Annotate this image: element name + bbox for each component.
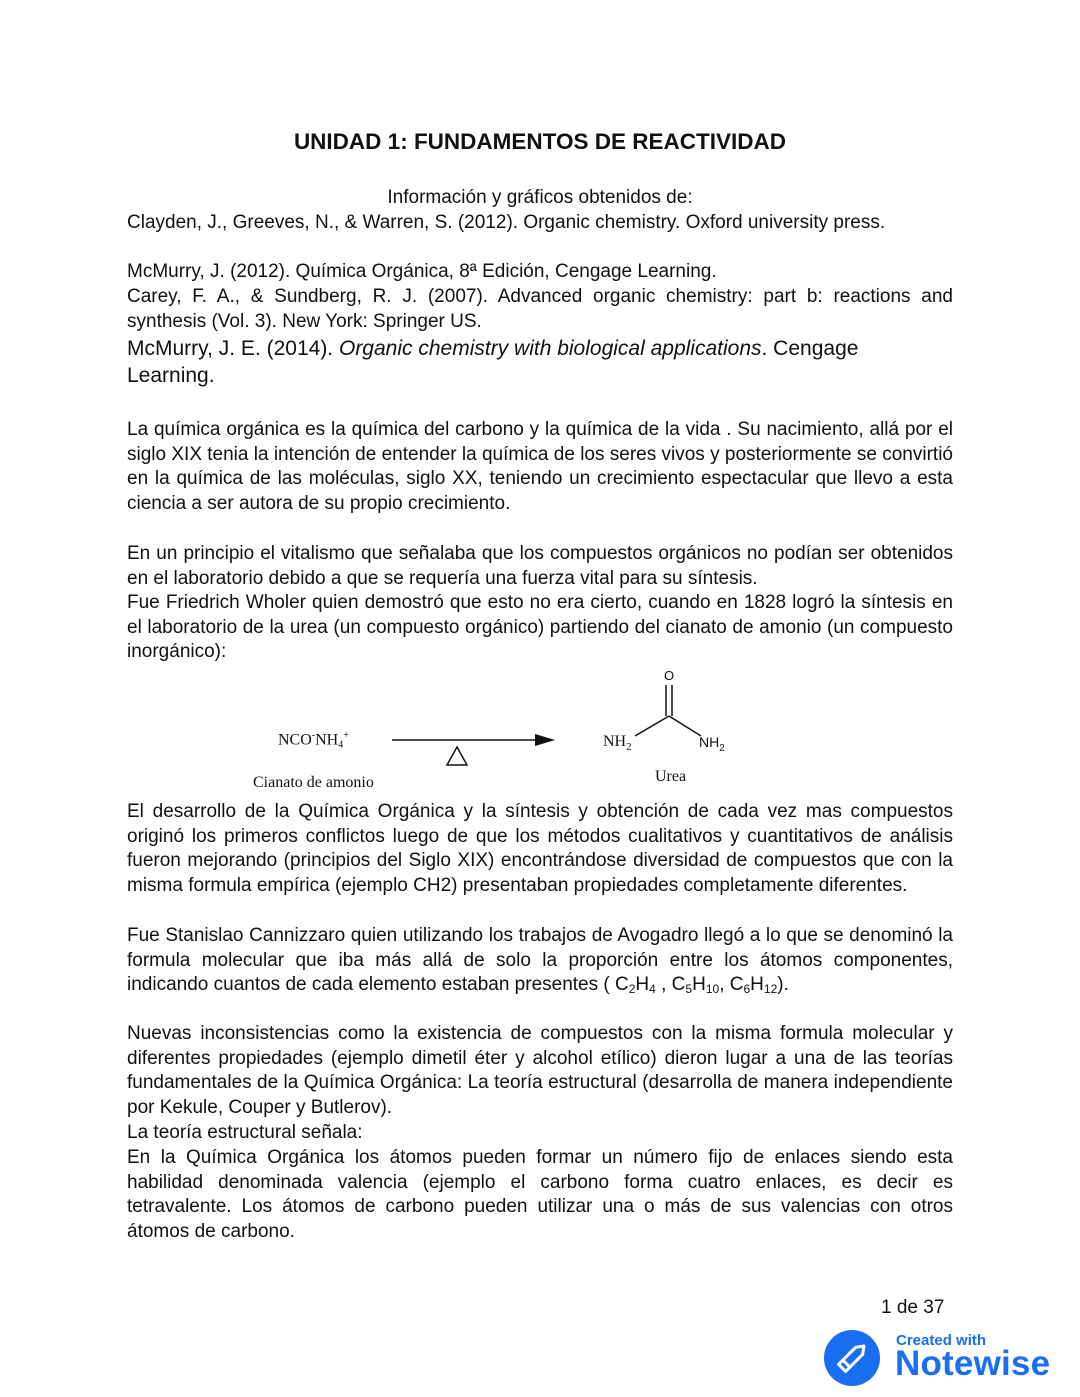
reactant-formula: $NCO^-NH_4^+$	[278, 730, 349, 751]
paragraph-development: El desarrollo de la Química Orgánica y la síntesis y obtención de cada vez mas compuestos originó los primeros conflictos luego de que los métodos cualitativos y cuantitativos de análisis fueron mejorando (principios del Siglo XIX) encontrándose diversidad de compuestos que con la misma formula empírica (ejemplo CH2) presentaban propiedades completamente diferentes.	[127, 801, 953, 897]
product-label: Urea	[655, 768, 687, 785]
brand-created-with: Created with	[896, 1332, 987, 1349]
reference-3: Carey, F. A., & Sundberg, R. J. (2007). Advanced organic chemistry: part b: reactions and synthesis (Vol. 3). New York: Springer US.	[127, 286, 953, 332]
paragraph-cannizzaro: Fue Stanislao Cannizzaro quien utilizando los trabajos de Avogadro llegó a lo que se denominó la formula molecular que iba más allá de solo la proporción entre los átomos componentes, indicando cuantos de cada elemento estaban presentes ( $C_2H_4$ , $C_5H_{10}$, $C_6H_{12}$).	[127, 925, 953, 997]
reaction-arrow-icon	[390, 728, 560, 773]
svg-text:O: O	[664, 668, 675, 683]
heat-delta-icon	[445, 745, 469, 767]
svg-text:NH2: $NH_2$	[603, 733, 632, 753]
paragraph-vitalism: En un principio el vitalismo que señalaba que los compuestos orgánicos no podían ser obtenidos en el laboratorio debido a que se requería una fuerza vital para su síntesis.	[127, 543, 953, 589]
reference-4-prefix: McMurry, J. E. (2014).	[127, 337, 339, 360]
urea-synthesis-reaction	[240, 662, 760, 797]
svg-text:NH2: $NH_2$	[699, 734, 725, 754]
reference-4-title: Organic chemistry with biological applications	[338, 337, 762, 360]
paragraph-valence: En la Química Orgánica los átomos pueden formar un número fijo de enlaces siendo esta habilidad denominada valencia (ejemplo el carbono forma cuatro enlaces, es decir es tetravalente. Los átomos de carbono pueden utilizar una o más de sus valencias con otros átomos de carbono.	[127, 1147, 953, 1243]
brand-name: Notewise	[895, 1344, 1051, 1383]
notewise-logo	[824, 1330, 880, 1386]
paragraph-inconsistencies: Nuevas inconsistencias como la existencia de compuestos con la misma formula molecular y diferentes propiedades (ejemplo dimetil éter y alcohol etílico) dieron lugar a una de las teorías fundamentales de la Química Orgánica: La teoría estructural (desarrolla de manera independiente por Kekule, Couper y Butlerov).	[127, 1023, 953, 1119]
page-number: 1 de 37	[881, 1297, 945, 1318]
paragraph-structural-theory-heading: La teoría estructural señala:	[127, 1122, 363, 1143]
notewise-badge	[824, 1330, 1074, 1388]
reference-1: Clayden, J., Greeves, N., & Warren, S. (2012). Organic chemistry. Oxford university press.	[127, 212, 886, 233]
reference-4	[127, 335, 937, 389]
sources-heading: Información y gráficos obtenidos de:	[387, 187, 693, 208]
reference-4-suffix: . Cengage Learning.	[127, 337, 859, 387]
cannizzaro-text: Fue Stanislao Cannizzaro quien utilizando los trabajos de Avogadro llegó a lo que se denominó la formula molecular que iba más allá de solo la proporción entre los átomos componentes, indicando cuantos de cada elemento estaban presentes (	[127, 925, 953, 996]
paragraph-intro: La química orgánica es la química del carbono y la química de la vida . Su nacimiento, allá por el siglo XIX tenia la intención de entender la química de los seres vivos y posteriormente se convirtió en la química de las moléculas, siglo XX, teniendo un crecimiento espectacular que llevo a esta ciencia a ser autora de su propio crecimiento.	[127, 419, 953, 515]
reactant-label: Cianato de amonio	[253, 774, 374, 791]
urea-structure-icon	[595, 664, 745, 754]
pencil-icon	[824, 1330, 880, 1386]
page-title: UNIDAD 1: FUNDAMENTOS DE REACTIVIDAD	[293, 129, 787, 154]
reference-2: McMurry, J. (2012). Química Orgánica, 8ª Edición, Cengage Learning.	[127, 261, 717, 282]
paragraph-wohler: Fue Friedrich Wholer quien demostró que esto no era cierto, cuando en 1828 logró la síntesis en el laboratorio de la urea (un compuesto orgánico) partiendo del cianato de amonio (un compuesto inorgánico):	[127, 592, 953, 663]
